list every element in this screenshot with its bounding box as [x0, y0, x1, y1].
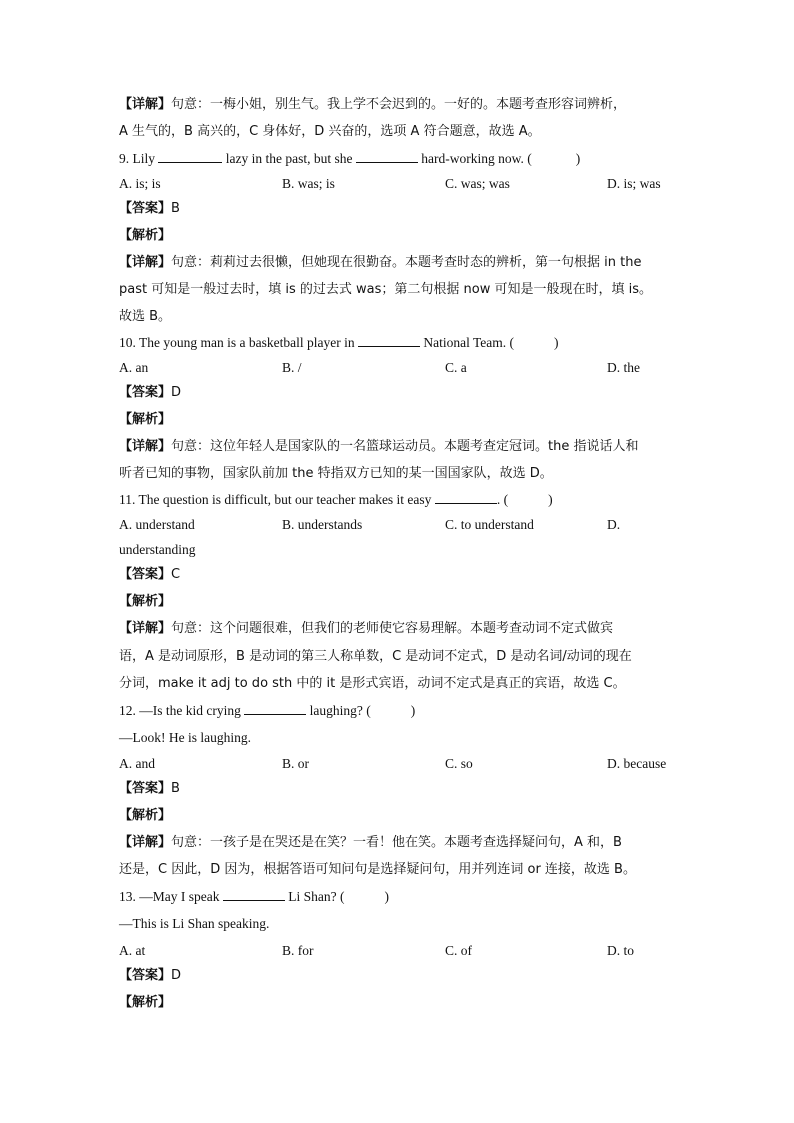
- q11-detail-line-2: 语，A 是动词原形，B 是动词的第三人称单数，C 是动词不定式，D 是动名词/动词的现在: [119, 649, 632, 664]
- q11-detail-line-1: 【详解】句意：这个问题很难，但我们的老师使它容易理解。本题考查动词不定式做宾: [119, 621, 614, 636]
- q13-option-c: C. of: [445, 943, 472, 958]
- answer-blank: [158, 150, 222, 163]
- q13-stem: 13. —May I speak Li Shan? ( ): [119, 889, 389, 904]
- q13-option-b: B. for: [282, 943, 314, 958]
- q12-reply: —Look! He is laughing.: [119, 730, 251, 745]
- q13-reply: —This is Li Shan speaking.: [119, 916, 270, 931]
- q9-analysis-tag: 【解析】: [119, 228, 172, 243]
- detail-tag: 【详解】: [119, 97, 172, 112]
- q8-detail-line-2: A 生气的，B 高兴的，C 身体好，D 兴奋的，选项 A 符合题意，故选 A。: [119, 124, 541, 139]
- q11-detail-line-3: 分词，make it adj to do sth 中的 it 是形式宾语，动词不定式是真正的宾语，故选 C。: [119, 676, 626, 691]
- q13-analysis-tag: 【解析】: [119, 995, 172, 1010]
- q10-option-b: B. /: [282, 360, 302, 375]
- q12-option-b: B. or: [282, 756, 309, 771]
- q11-analysis-tag: 【解析】: [119, 594, 172, 609]
- q11-option-c: C. to understand: [445, 517, 534, 532]
- q11-answer: 【答案】C: [119, 567, 181, 582]
- q12-analysis-tag: 【解析】: [119, 808, 172, 823]
- q11-option-d: D.: [607, 517, 621, 532]
- answer-blank: [356, 150, 418, 163]
- q12-option-c: C. so: [445, 756, 473, 771]
- q9-detail-line-1: 【详解】句意：莉莉过去很懒，但她现在很勤奋。本题考查时态的辨析，第一句根据 in the: [119, 255, 642, 270]
- q11-option-b: B. understands: [282, 517, 363, 532]
- q9-detail-line-3: 故选 B。: [119, 309, 172, 324]
- q12-stem: 12. —Is the kid crying laughing? ( ): [119, 703, 416, 718]
- q10-option-c: C. a: [445, 360, 467, 375]
- q13-answer: 【答案】D: [119, 968, 182, 983]
- q12-option-d: D. because: [607, 756, 667, 771]
- q9-option-d: D. is; was: [607, 176, 661, 191]
- q10-option-d: D. the: [607, 360, 640, 375]
- q10-detail-line-1: 【详解】句意：这位年轻人是国家队的一名篮球运动员。本题考查定冠词。the 指说话人和: [119, 439, 639, 454]
- q12-detail-line-2: 还是，C 因此，D 因为，根据答语可知问句是选择疑问句，用并列连词 or 连接，故选 B。: [119, 862, 636, 877]
- q9-option-a: A. is; is: [119, 176, 161, 191]
- q9-option-c: C. was; was: [445, 176, 510, 191]
- answer-blank: [358, 334, 420, 347]
- q9-option-b: B. was; is: [282, 176, 335, 191]
- answer-blank: [435, 491, 497, 504]
- q11-option-a: A. understand: [119, 517, 195, 532]
- q10-analysis-tag: 【解析】: [119, 412, 172, 427]
- q11-stem: 11. The question is difficult, but our teacher makes it easy . ( ): [119, 492, 553, 507]
- q12-answer: 【答案】B: [119, 781, 180, 796]
- q10-option-a: A. an: [119, 360, 149, 375]
- q10-detail-line-2: 听者已知的事物，国家队前加 the 特指双方已知的某一国国家队，故选 D。: [119, 466, 553, 481]
- answer-blank: [244, 702, 306, 715]
- q12-option-a: A. and: [119, 756, 155, 771]
- q10-answer: 【答案】D: [119, 385, 182, 400]
- q9-detail-line-2: past 可知是一般过去时，填 is 的过去式 was；第二句根据 now 可知是一般现在时，填 is。: [119, 282, 652, 297]
- q9-stem: 9. Lily lazy in the past, but she hard-working now. ( ): [119, 151, 581, 166]
- q12-detail-line-1: 【详解】句意：一孩子是在哭还是在笑？一看！他在笑。本题考查选择疑问句，A 和，B: [119, 835, 622, 850]
- answer-blank: [223, 888, 285, 901]
- q8-detail-line-1: 【详解】句意：一梅小姐，别生气。我上学不会迟到的。一好的。本题考查形容词辨析，: [119, 97, 627, 112]
- q13-option-d: D. to: [607, 943, 634, 958]
- q10-stem: 10. The young man is a basketball player in National Team. ( ): [119, 335, 559, 350]
- q11-option-d-continued: understanding: [119, 542, 196, 557]
- q9-answer: 【答案】B: [119, 201, 180, 216]
- q13-option-a: A. at: [119, 943, 146, 958]
